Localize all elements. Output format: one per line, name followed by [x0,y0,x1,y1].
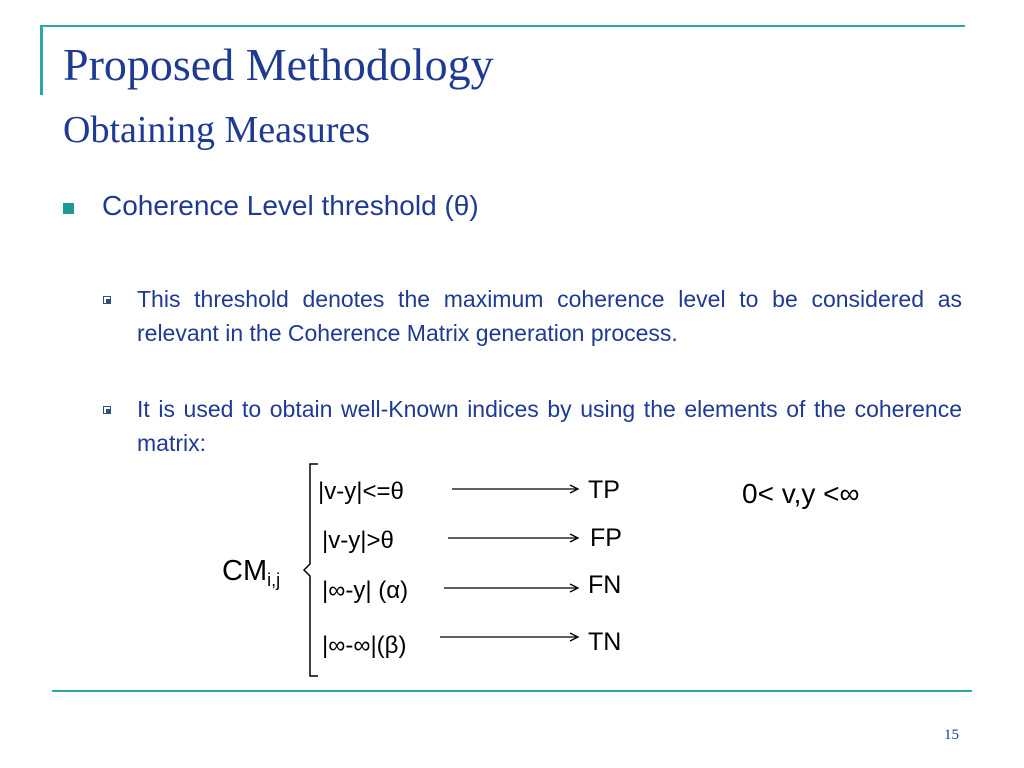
cm-subscript: i,j [267,570,281,590]
left-accent-rule [40,25,43,95]
sub-bullet-1-text: This threshold denotes the maximum coherence level to be considered as relevant in the Coherence Matrix generation process. [137,286,962,346]
main-bullet-text: Coherence Level threshold (θ) [102,190,479,221]
page-number: 15 [944,727,959,743]
top-rule [40,25,965,27]
hollow-square-bullet-icon [103,296,111,304]
outcome-fn: FN [588,571,622,599]
outcome-tp: TP [588,476,620,504]
outcome-fp: FP [590,524,622,552]
coherence-matrix-label [222,555,280,591]
bottom-rule [52,690,972,692]
cm-label-text: CM [222,555,268,587]
condition-fp: |v-y|>θ [322,527,394,554]
sub-bullet-2-text: It is used to obtain well-Known indices by using the elements of the coherence matrix: [137,396,962,456]
condition-tp: |v-y|<=θ [318,478,404,505]
mapping-arrows [440,475,590,650]
outcome-tn: TN [588,628,622,656]
slide-subtitle: Obtaining Measures [63,109,371,151]
condition-fn: |∞-y| (α) [322,577,409,604]
condition-tn: |∞-∞|(β) [322,632,407,659]
slide-title: Proposed Methodology [63,39,494,90]
hollow-square-bullet-icon [103,406,111,414]
square-bullet-icon [63,203,74,214]
range-note: 0< v,y <∞ [742,478,860,509]
